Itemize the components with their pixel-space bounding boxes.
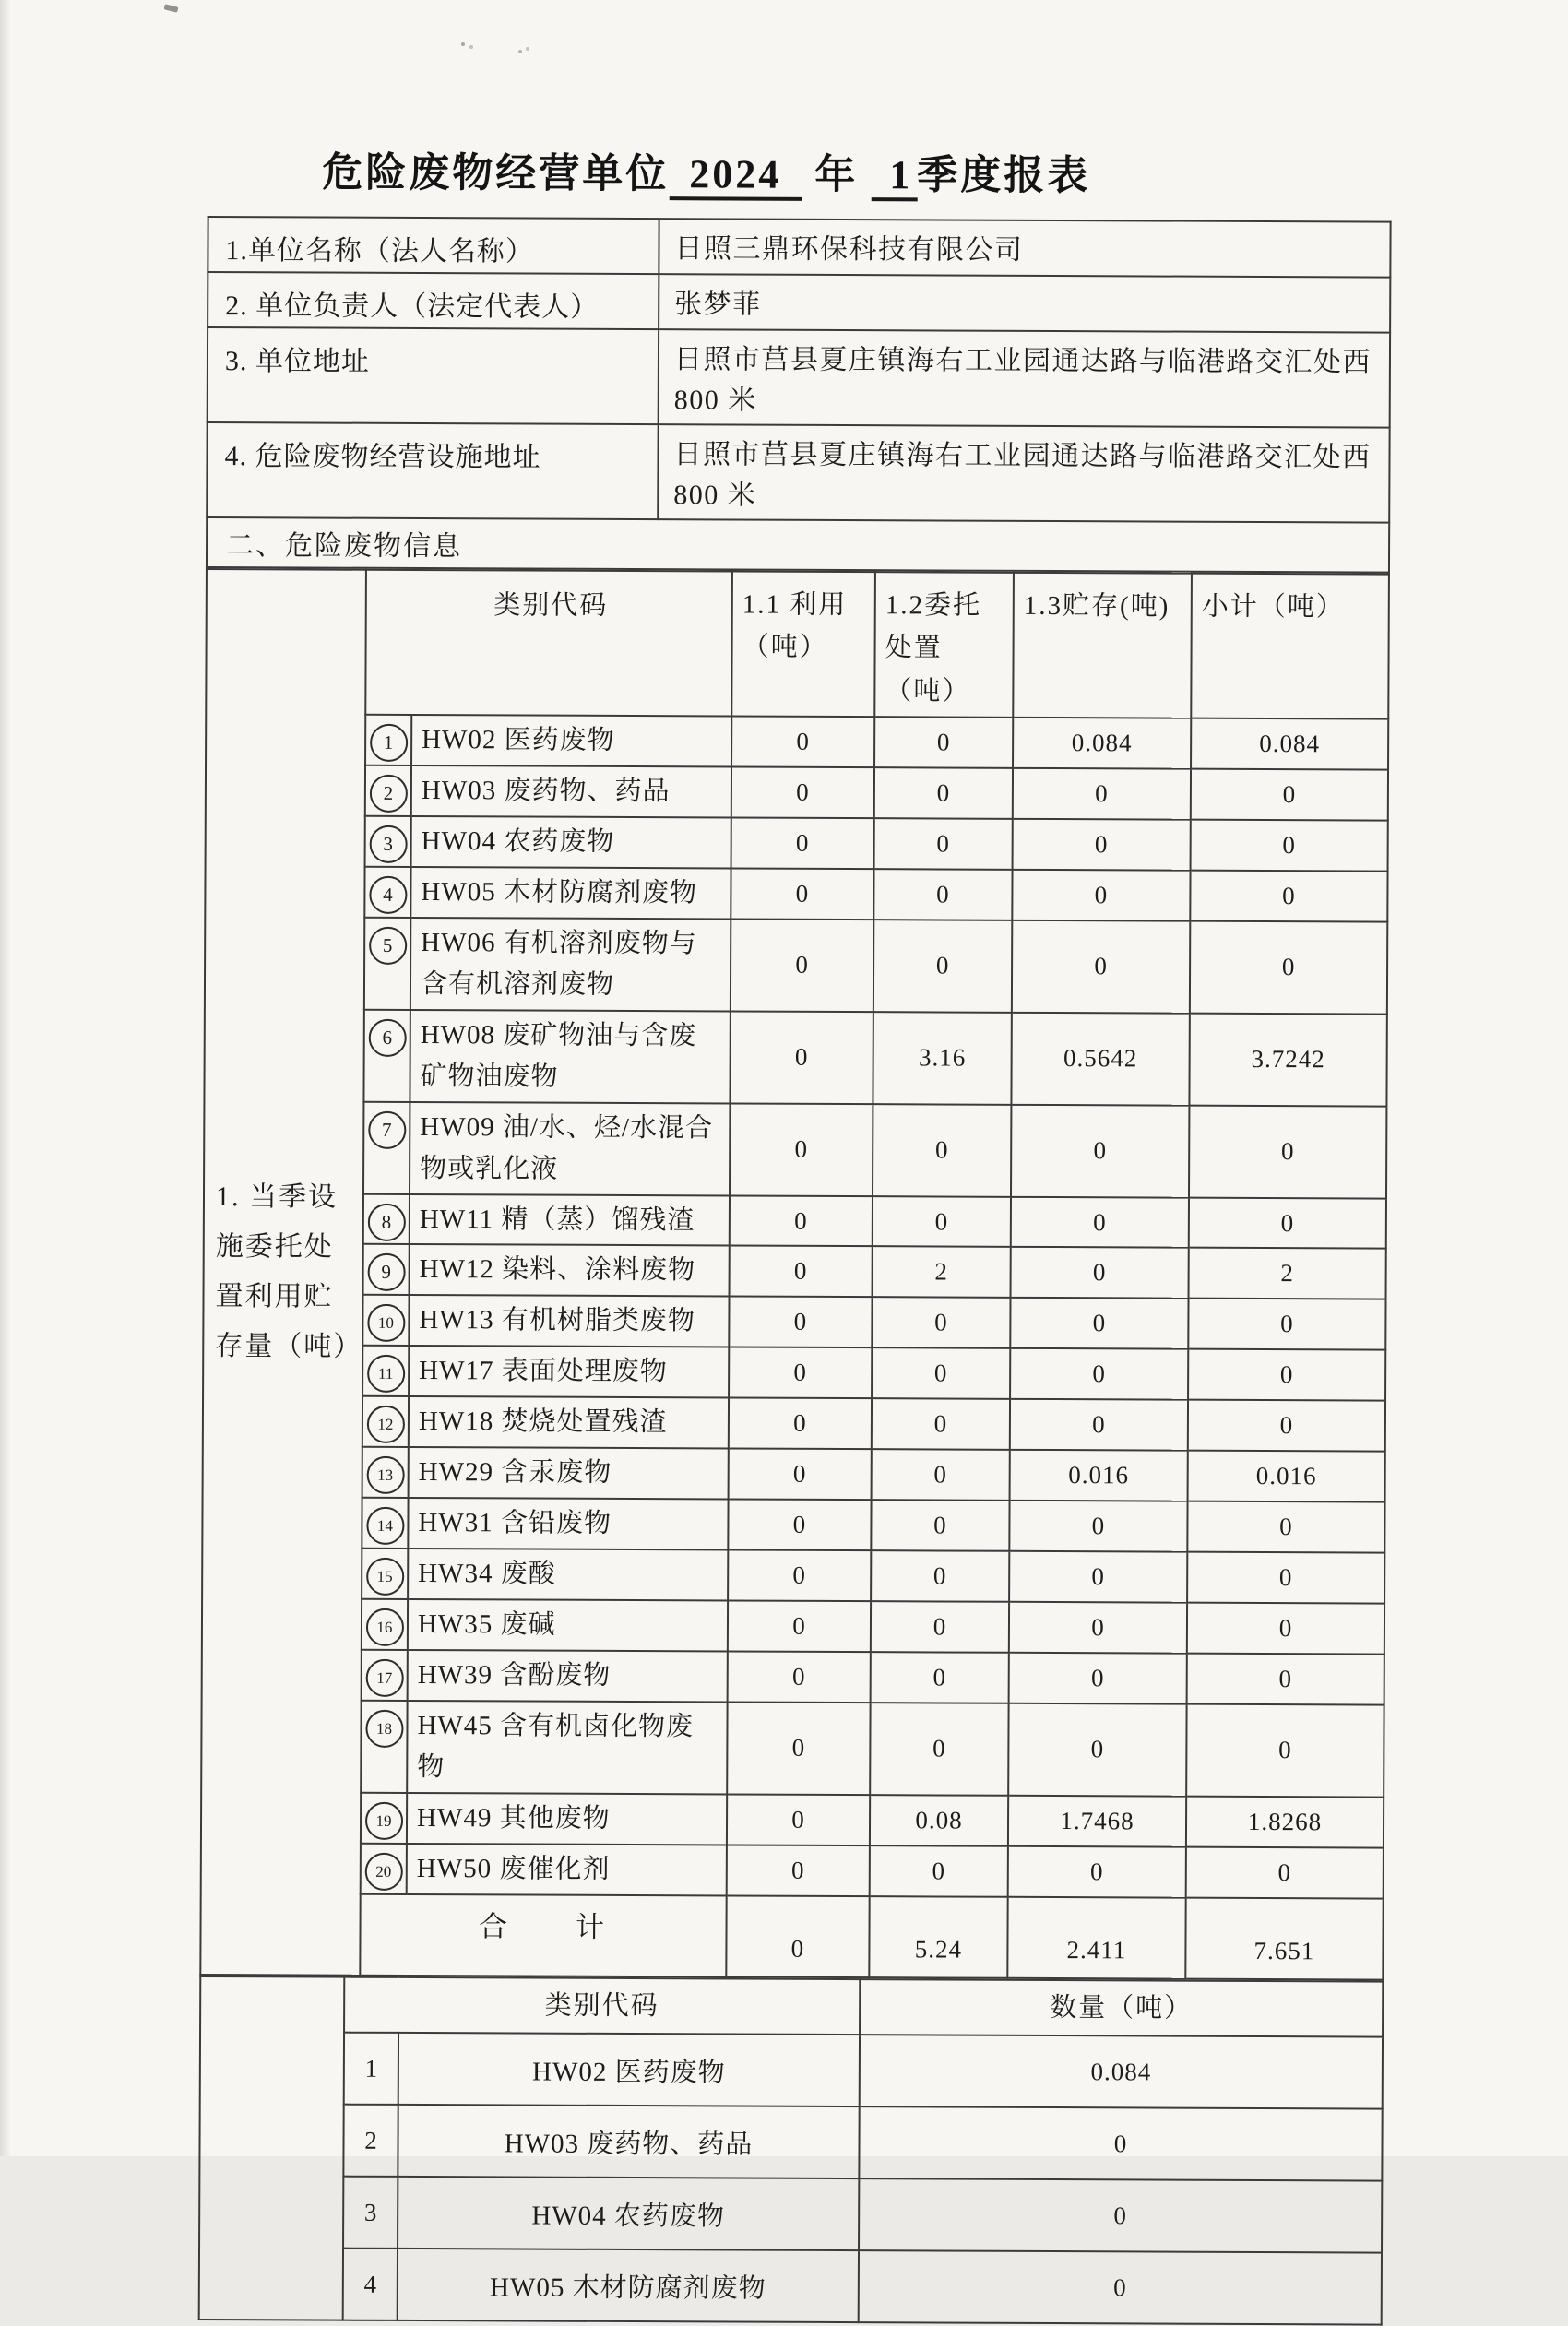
row-number: 3	[343, 2177, 398, 2249]
value-storage: 0	[1009, 1551, 1187, 1603]
info-value-unit-name: 日照三鼎环保科技有限公司	[659, 219, 1390, 277]
value-use: 0	[729, 1347, 872, 1399]
total-label: 合 计	[360, 1893, 726, 1976]
table-row	[207, 517, 1389, 573]
bottom-sidebar-empty-cell	[199, 1976, 345, 2320]
table-row	[199, 2104, 1382, 2181]
value-use: 0	[727, 1845, 870, 1896]
row-number-cell	[365, 715, 411, 765]
total-value-entrust: 5.24	[869, 1896, 1007, 1978]
value-storage: 0	[1013, 768, 1191, 820]
value-entrust: 0	[872, 1348, 1010, 1400]
table-row	[201, 1843, 1384, 1899]
waste-category-label: HW08 废矿物油与含废矿物油废物	[410, 1010, 730, 1103]
table-row	[201, 1700, 1384, 1797]
value-subtotal: 0	[1187, 1654, 1384, 1705]
value-entrust: 0	[873, 920, 1012, 1013]
value-subtotal: 0	[1188, 1349, 1385, 1401]
value-use: 0	[731, 717, 874, 768]
row-number-cell	[364, 918, 410, 1010]
waste-category-label: HW03 废药物、药品	[398, 2105, 859, 2178]
value-subtotal: 2	[1189, 1248, 1386, 1299]
row-number-cell	[362, 1650, 408, 1701]
scan-artifact	[461, 42, 465, 46]
row-number-cell	[363, 1193, 410, 1244]
table-row	[200, 2032, 1383, 2109]
table-row	[202, 1598, 1384, 1655]
report-sheet	[198, 138, 1390, 2326]
info-label-unit-address: 3. 单位地址	[208, 327, 659, 424]
value-subtotal: 0	[1191, 820, 1388, 872]
waste-category-label: HW09 油/水、烃/水混合物或乳化液	[410, 1102, 730, 1195]
row-number: 2	[343, 2105, 398, 2177]
value-use: 0	[728, 1500, 871, 1551]
value-use: 0	[727, 1794, 870, 1845]
waste-category-label: HW18 焚烧处置残渣	[409, 1396, 729, 1448]
value-subtotal: 0	[1186, 1704, 1384, 1798]
scan-artifact	[163, 4, 178, 12]
value-use: 0	[729, 1449, 872, 1501]
value-storage: 1.7468	[1008, 1796, 1186, 1847]
storage-quantity-table	[198, 1976, 1384, 2326]
value-entrust: 0.08	[870, 1795, 1008, 1846]
row-number-cell	[364, 867, 410, 918]
value-storage: 0.016	[1010, 1450, 1188, 1501]
value-entrust: 2	[873, 1247, 1011, 1299]
value-entrust: 0	[871, 1550, 1009, 1602]
info-label-facility-address: 4. 危险废物经营设施地址	[207, 422, 658, 519]
value-entrust: 0	[873, 1104, 1011, 1197]
waste-category-label: HW03 废药物、药品	[411, 765, 731, 817]
value-subtotal: 0	[1188, 1299, 1385, 1350]
section-title: 二、危险废物信息	[207, 517, 1389, 573]
value-storage: 0	[1009, 1501, 1187, 1552]
circled-number: 5	[369, 927, 407, 965]
table-row	[206, 765, 1388, 821]
table-row	[205, 917, 1387, 1014]
table-row	[204, 1009, 1386, 1106]
value-use: 0	[729, 1398, 872, 1450]
waste-category-label: HW02 医药废物	[398, 2033, 860, 2106]
row-number-cell	[362, 1346, 409, 1396]
quantity-value: 0	[859, 2106, 1382, 2180]
value-use: 0	[730, 1011, 873, 1104]
row-number-cell	[365, 765, 411, 816]
value-entrust: 0	[874, 818, 1013, 870]
row-number-cell	[361, 1701, 407, 1793]
value-subtotal: 3.7242	[1189, 1013, 1386, 1106]
column-header-subtotal: 小计（吨）	[1191, 574, 1389, 719]
value-subtotal: 0	[1190, 921, 1387, 1015]
bottom-column-header-category: 类别代码	[344, 1976, 860, 2035]
value-subtotal: 0	[1188, 1400, 1385, 1452]
column-header-storage: 1.3贮存(吨)	[1013, 573, 1192, 718]
circled-number: 10	[367, 1304, 405, 1342]
circled-number: 20	[364, 1852, 402, 1890]
waste-category-label: HW49 其他废物	[407, 1793, 727, 1845]
waste-category-label: HW13 有机树脂类废物	[409, 1295, 729, 1347]
value-subtotal: 0	[1189, 1197, 1386, 1249]
value-use: 0	[727, 1702, 870, 1795]
waste-category-label: HW45 含有机卤化物废物	[407, 1701, 727, 1794]
table-row	[208, 272, 1390, 333]
value-subtotal: 0	[1187, 1552, 1384, 1604]
value-subtotal: 0	[1186, 1846, 1384, 1898]
total-value-subtotal: 7.651	[1185, 1897, 1383, 1979]
circled-number: 16	[365, 1608, 403, 1646]
value-entrust: 3.16	[873, 1012, 1011, 1105]
value-storage: 0	[1012, 920, 1190, 1014]
value-subtotal: 0.016	[1188, 1451, 1385, 1502]
row-number-cell	[362, 1599, 408, 1650]
value-entrust: 0	[873, 869, 1012, 920]
row-number-cell	[363, 1010, 410, 1102]
sidebar-section-label: 1. 当季设施委托处置利用贮存量（吨）	[200, 569, 366, 1975]
waste-category-label: HW02 医药废物	[411, 715, 731, 766]
table-row	[199, 2176, 1382, 2253]
row-number-cell	[363, 1101, 410, 1193]
row-number-cell	[361, 1793, 407, 1844]
value-use: 0	[730, 1246, 873, 1298]
scan-edge-shadow	[0, 0, 11, 2156]
value-storage: 0	[1011, 1247, 1189, 1299]
value-use: 0	[730, 1103, 873, 1196]
value-use: 0	[728, 1651, 871, 1703]
table-row	[203, 1345, 1385, 1401]
quantity-value: 0	[859, 2250, 1382, 2324]
circled-number: 17	[365, 1659, 403, 1697]
table-row	[206, 815, 1388, 872]
row-number-cell	[362, 1295, 409, 1346]
value-entrust: 0	[871, 1601, 1009, 1653]
value-use: 0	[730, 1195, 873, 1247]
value-storage: 0	[1008, 1846, 1186, 1898]
table-row	[203, 1294, 1385, 1350]
circled-number: 6	[368, 1019, 406, 1057]
value-entrust: 0	[872, 1449, 1010, 1501]
waste-category-label: HW31 含铅废物	[408, 1498, 728, 1549]
table-row	[208, 327, 1390, 428]
value-entrust: 0	[874, 717, 1013, 768]
waste-category-label: HW39 含酚废物	[408, 1650, 728, 1702]
circled-number: 13	[366, 1456, 404, 1494]
table-row	[202, 1497, 1384, 1553]
value-storage: 0	[1012, 870, 1190, 921]
circled-number: 18	[365, 1710, 403, 1748]
waste-category-label: HW29 含汞废物	[409, 1447, 729, 1499]
info-value-responsible-person: 张梦菲	[659, 274, 1390, 332]
table-row	[203, 1446, 1385, 1502]
value-storage: 0.084	[1013, 718, 1191, 769]
circled-number: 11	[367, 1355, 405, 1393]
circled-number: 9	[367, 1253, 405, 1291]
hazardous-waste-table	[199, 568, 1390, 1980]
circled-number: 1	[370, 724, 408, 762]
table-row	[207, 422, 1389, 523]
circled-number: 19	[364, 1802, 402, 1840]
circled-number: 12	[366, 1406, 404, 1443]
column-header-entrust: 1.2委托处置（吨）	[874, 572, 1014, 718]
circled-number: 8	[367, 1203, 405, 1240]
table-row	[204, 1243, 1386, 1299]
value-entrust: 0	[871, 1500, 1009, 1551]
value-entrust: 0	[870, 1845, 1008, 1897]
value-subtotal: 0	[1187, 1501, 1384, 1553]
waste-category-label: HW04 农药废物	[398, 2177, 859, 2250]
value-use: 0	[729, 1297, 872, 1348]
total-value-storage: 2.411	[1007, 1896, 1185, 1978]
value-storage: 0	[1009, 1653, 1187, 1704]
column-header-category-code: 类别代码	[365, 570, 732, 717]
row-number-cell	[362, 1396, 409, 1447]
table-row	[202, 1548, 1384, 1604]
info-label-unit-name: 1.单位名称（法人名称）	[208, 217, 659, 274]
value-subtotal: 0	[1191, 769, 1388, 821]
table-row	[206, 714, 1388, 770]
value-storage: 0.5642	[1011, 1013, 1189, 1106]
value-storage: 0	[1010, 1348, 1188, 1400]
table-row	[201, 1792, 1384, 1848]
row-number-cell	[361, 1843, 407, 1893]
value-subtotal: 0	[1187, 1603, 1384, 1655]
table-row	[205, 866, 1387, 922]
column-header-use: 1.1 利用（吨）	[731, 571, 875, 717]
waste-category-label: HW50 废催化剂	[407, 1844, 727, 1895]
table-row	[202, 1649, 1384, 1705]
waste-category-label: HW17 表面处理废物	[409, 1346, 729, 1397]
quantity-value: 0.084	[860, 2035, 1383, 2108]
value-use: 0	[731, 919, 873, 1012]
circled-number: 15	[366, 1558, 404, 1596]
waste-category-label: HW35 废碱	[408, 1599, 728, 1651]
row-number-cell	[365, 816, 411, 867]
table-row	[204, 1193, 1386, 1250]
circled-number: 7	[368, 1110, 406, 1148]
row-number-cell	[363, 1244, 410, 1295]
info-value-facility-address: 日照市莒县夏庄镇海右工业园通达路与临港路交汇处西 800 米	[658, 424, 1389, 522]
row-number-cell	[362, 1447, 409, 1498]
value-storage: 0	[1010, 1399, 1188, 1451]
value-storage: 0	[1009, 1602, 1187, 1654]
value-subtotal: 0	[1189, 1105, 1386, 1198]
table-row	[204, 1101, 1386, 1198]
value-entrust: 0	[870, 1703, 1008, 1796]
page-title	[208, 138, 1390, 221]
title-suffix: 季度报表	[917, 152, 1091, 199]
bottom-table-header-row	[200, 1976, 1383, 2037]
circled-number: 2	[369, 775, 407, 813]
waste-category-label: HW05 木材防腐剂废物	[398, 2249, 859, 2322]
waste-category-label: HW11 精（蒸）馏残渣	[410, 1194, 730, 1246]
value-storage: 0	[1008, 1703, 1186, 1797]
title-prefix: 危险废物经营单位	[322, 149, 670, 197]
value-use: 0	[731, 818, 874, 870]
waste-category-label: HW34 废酸	[408, 1549, 728, 1600]
value-entrust: 0	[872, 1398, 1010, 1450]
value-storage: 0	[1011, 1104, 1189, 1197]
total-value-use: 0	[726, 1895, 869, 1977]
bottom-column-header-quantity: 数量（吨）	[860, 1979, 1383, 2037]
row-number: 4	[343, 2249, 398, 2320]
value-entrust: 0	[871, 1652, 1009, 1703]
value-use: 0	[728, 1550, 871, 1602]
table-row	[208, 217, 1390, 278]
title-year: 2024	[669, 151, 802, 201]
value-use: 0	[731, 767, 874, 819]
info-label-responsible-person: 2. 单位负责人（法定代表人）	[208, 272, 659, 329]
value-subtotal: 0	[1190, 871, 1387, 922]
waste-category-label: HW06 有机溶剂废物与含有机溶剂废物	[410, 918, 731, 1011]
circled-number: 14	[366, 1507, 404, 1545]
circled-number: 3	[369, 825, 407, 863]
main-table-header-row	[206, 569, 1389, 719]
value-storage: 0	[1013, 819, 1191, 871]
title-year-label: 年	[814, 151, 859, 198]
value-use: 0	[731, 868, 873, 920]
quantity-value: 0	[859, 2178, 1382, 2252]
value-entrust: 0	[872, 1298, 1010, 1349]
value-storage: 0	[1011, 1196, 1189, 1248]
table-row	[203, 1395, 1385, 1452]
row-number-cell	[362, 1549, 408, 1599]
waste-category-label: HW04 农药废物	[411, 816, 731, 868]
value-entrust: 0	[874, 767, 1013, 819]
value-use: 0	[728, 1601, 871, 1653]
waste-category-label: HW05 木材防腐剂废物	[410, 867, 731, 919]
waste-category-label: HW12 染料、涂料废物	[410, 1244, 730, 1296]
value-subtotal: 0.084	[1191, 718, 1388, 770]
row-number-cell	[362, 1498, 408, 1549]
circled-number: 4	[369, 876, 407, 914]
value-entrust: 0	[873, 1196, 1011, 1248]
value-storage: 0	[1010, 1298, 1188, 1349]
value-subtotal: 1.8268	[1186, 1796, 1384, 1847]
unit-info-table	[206, 216, 1392, 574]
total-row	[200, 1893, 1383, 1980]
title-quarter: 1	[871, 152, 917, 201]
info-value-unit-address: 日照市莒县夏庄镇海右工业园通达路与临港路交汇处西 800 米	[659, 329, 1390, 427]
table-row	[199, 2248, 1382, 2325]
row-number: 1	[344, 2033, 398, 2105]
